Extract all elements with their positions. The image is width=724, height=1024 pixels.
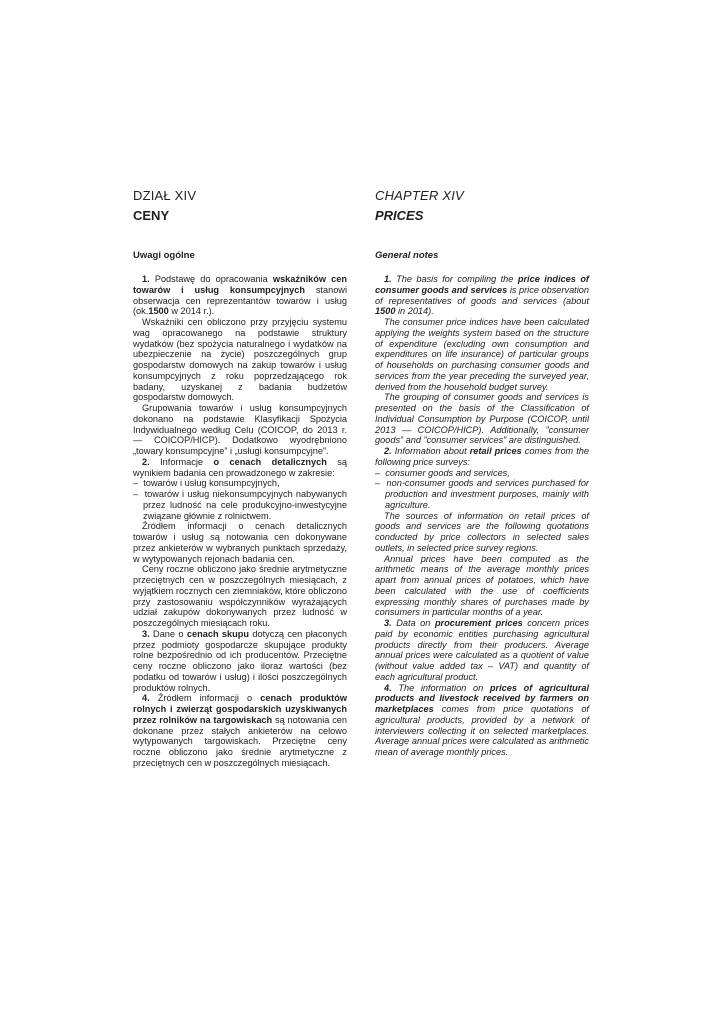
paragraph-number: 1. bbox=[142, 274, 150, 284]
key-term: price indices of consumer goods and services bbox=[375, 274, 589, 295]
key-term: retail prices bbox=[469, 446, 522, 456]
text: Podstawę do opracowania bbox=[149, 274, 273, 284]
paragraph bbox=[375, 274, 589, 317]
text: The information on bbox=[391, 682, 490, 693]
key-term: prices of agricultural products and livestock received by farmers on marketplaces bbox=[375, 682, 589, 714]
text: is price observation of representatives of goods and services (about bbox=[375, 284, 589, 306]
survey-list bbox=[375, 468, 589, 511]
chapter-heading: CHAPTER XIV bbox=[375, 188, 464, 203]
section-heading: Uwagi ogólne bbox=[133, 250, 195, 261]
key-term: cenach produktów rolnych i zwierząt gospodarskich uzyskiwanych przez rolników na targowiskach bbox=[133, 693, 347, 725]
paragraph: Źródłem informacji o cenach detalicznych towarów i usług są notowania cen dokonywane przez ankieterów w wybranych punktach sprzedaży, w wytypowanych rejonach badania cen. bbox=[133, 521, 347, 564]
key-term: wskaźników cen towarów i usług konsumpcyjnych bbox=[133, 274, 347, 295]
paragraph: Wskaźniki cen obliczono przy przyjęciu systemu wag opracowanego na podstawie struktury wydatków (bez spożycia naturalnego i wydatków na ubezpieczenie na życie) poszczególnych grup gospodarstw domowych na zakup towarów i usług konsumpcyjnych z roku poprzedzającego rok badany, uzyskanej z badania budżetów gospodarstw domowych. bbox=[133, 317, 347, 403]
text: concern prices paid by economic entities purchasing agricultural products directly from their producers. Average annual prices were calculated as a quotient of value (without value added tax – VAT) and quantity of each agricultural product. bbox=[375, 618, 589, 682]
text: Information about bbox=[391, 446, 470, 456]
paragraph: Annual prices have been computed as the arithmetic means of the average monthly prices apart from annual prices of potatoes, which have been calculated with the use of coefficients expressing monthly shares of purchases made by consumers in particular months of a year. bbox=[375, 553, 589, 618]
text: The basis for compiling the bbox=[391, 274, 518, 284]
chapter-title: PRICES bbox=[375, 208, 424, 223]
paragraph bbox=[133, 274, 347, 317]
paragraph-number: 3. bbox=[142, 628, 150, 639]
paragraph-number: 1. bbox=[384, 274, 392, 284]
chapter-heading: DZIAŁ XIV bbox=[133, 188, 197, 203]
english-column bbox=[375, 188, 589, 758]
list-item: – consumer goods and services, bbox=[375, 468, 589, 479]
paragraph: Ceny roczne obliczono jako średnie arytmetyczne przeciętnych cen w poszczególnych miesiącach, z wyjątkiem rocznych cen ziemniaków, które obliczono przy zastosowaniu współczynników wyrażających udział zakupów dokonywanych przez ludność w poszczególnych miesiącach roku. bbox=[133, 564, 347, 628]
paragraph: The consumer price indices have been calculated applying the weights system based on the structure of expenditure (excluding own consumption and expenditures on life insurance) of particular groups of households on purchasing consumer goods and services from the year preceding the surveyed year, derived from the household budget survey. bbox=[375, 317, 589, 392]
polish-column bbox=[133, 188, 347, 769]
notes-body bbox=[375, 274, 589, 758]
paragraph-number: 2. bbox=[142, 456, 150, 467]
text: Dane o bbox=[149, 628, 187, 639]
paragraph-number: 4. bbox=[142, 693, 150, 704]
survey-list bbox=[133, 478, 347, 521]
key-number: 1500 bbox=[148, 306, 169, 317]
text: są notowania cen dokonane przez stałych ankieterów na celowo wytypowanych targowiskach. Przeciętne ceny roczne obliczono jako średnie arytmetyczne z przeciętnych cen w poszczególnych miesiącach. bbox=[133, 714, 348, 768]
paragraph: The sources of information on retail prices of goods and services are the following quotations conducted by price collectors in selected sales outlets, in selected price survey regions. bbox=[375, 510, 589, 553]
paragraph: Grupowania towarów i usług konsumpcyjnych dokonano na podstawie Klasyfikacji Spożycia Indywidualnego według Celu (COICOP, do 2013 r. — COICOP/HICP). Dodatkowo wyodrębniono „towary konsumpcyjne” i „usługi konsumpcyjne”. bbox=[133, 403, 347, 456]
paragraph bbox=[133, 457, 347, 479]
text: comes from price quotations of agricultural products, provided by a network of interviewers collecting it on selected marketplaces. Average annual prices were calculated as arithmetic mean of average monthly prices. bbox=[375, 704, 589, 757]
text: in 2014). bbox=[395, 306, 434, 317]
list-item: – towarów i usług niekonsumpcyjnych nabywanych przez ludność na cele produkcyjno-inwestycyjne związane głównie z rolnictwem. bbox=[133, 489, 347, 521]
key-term: o cenach detalicznych bbox=[213, 456, 327, 467]
paragraph-number: 4. bbox=[384, 682, 392, 693]
text: są wynikiem badania cen prowadzonego w zakresie: bbox=[133, 456, 347, 478]
text: Źródłem informacji o bbox=[149, 693, 261, 704]
paragraph bbox=[375, 618, 589, 683]
list-item: – non-consumer goods and services purchased for production and investment purposes, mainly with agriculture. bbox=[375, 478, 589, 510]
key-number: 1500 bbox=[375, 306, 396, 317]
text: Informacje bbox=[149, 456, 214, 467]
text: w 2014 r.). bbox=[168, 306, 215, 317]
key-term: cenach skupu bbox=[186, 628, 249, 639]
text: comes from the following price surveys: bbox=[375, 446, 589, 467]
paragraph bbox=[375, 683, 589, 758]
notes-body bbox=[133, 274, 347, 769]
paragraph-number: 3. bbox=[384, 618, 392, 628]
key-term: procurement prices bbox=[434, 618, 523, 628]
paragraph bbox=[133, 629, 347, 694]
paragraph bbox=[375, 446, 589, 468]
text: stanowi obserwacja cen reprezentantów towarów i usług (ok. bbox=[133, 284, 347, 317]
text: Data on bbox=[391, 618, 435, 628]
text: dotyczą cen płaconych przez podmioty gospodarcze skupujące produkty rolne bezpośrednio od ich producentów. Przeciętne ceny roczne obliczono jako iloraz wartości (bez podatku od towarów i usług) i ilości poszczególnych produktów rolnych. bbox=[133, 628, 347, 693]
paragraph: The grouping of consumer goods and services is presented on the basis of the Classification of Individual Consumption by Purpose (COICOP, until 2013 — COICOP/HICP). Additionally, ”consumer goods” and ”consumer services” are distinguished. bbox=[375, 392, 589, 446]
paragraph bbox=[133, 693, 347, 768]
chapter-title: CENY bbox=[133, 208, 170, 223]
list-item: – towarów i usług konsumpcyjnych, bbox=[133, 478, 347, 489]
paragraph-number: 2. bbox=[384, 446, 392, 456]
section-heading: General notes bbox=[375, 250, 439, 261]
